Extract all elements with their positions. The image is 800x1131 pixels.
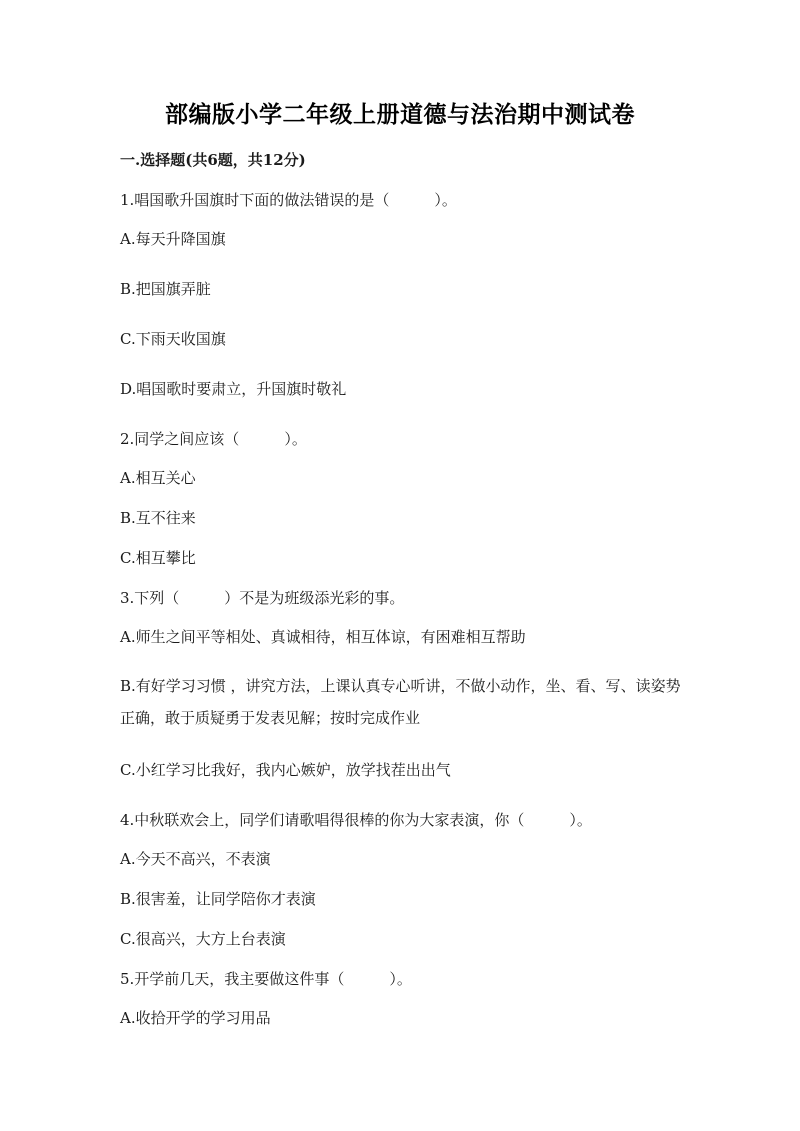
section-heading: 一.选择题(共6题，共12分)	[120, 151, 306, 169]
question-1-option-b: B.把国旗弄脏	[120, 280, 211, 298]
question-4-stem: 4.中秋联欢会上，同学们请歌唱得很棒的你为大家表演，你（ ）。	[120, 811, 592, 829]
question-2-option-c: C.相互攀比	[120, 549, 196, 567]
question-4-option-c: C.很高兴，大方上台表演	[120, 930, 286, 948]
question-1-option-a: A.每天升降国旗	[120, 230, 226, 248]
question-4-option-a: A.今天不高兴，不表演	[120, 850, 271, 868]
question-1-stem: 1.唱国歌升国旗时下面的做法错误的是（ ）。	[120, 191, 457, 209]
question-1-option-d: D.唱国歌时要肃立，升国旗时敬礼	[120, 380, 347, 398]
question-3-option-c: C.小红学习比我好，我内心嫉妒，放学找茬出出气	[120, 761, 451, 779]
question-3-stem: 3.下列（ ）不是为班级添光彩的事。	[120, 589, 405, 607]
question-3-option-b: B.有好学习习惯 ，讲究方法，上课认真专心听讲，不做小动作，坐、看、写、读姿势正确，敢于质疑勇于发表见解；按时完成作业	[120, 677, 681, 727]
question-2-stem: 2.同学之间应该（ ）。	[120, 430, 307, 448]
question-2-option-a: A.相互关心	[120, 469, 196, 487]
page-title: 部编版小学二年级上册道德与法治期中测试卷	[165, 101, 635, 128]
question-3-option-a: A.师生之间平等相处、真诚相待，相互体谅，有困难相互帮助	[120, 628, 526, 646]
question-5-option-a: A.收拾开学的学习用品	[120, 1009, 271, 1027]
question-4-option-b: B.很害羞，让同学陪你才表演	[120, 890, 316, 908]
question-2-option-b: B.互不往来	[120, 509, 196, 527]
question-5-stem: 5.开学前几天，我主要做这件事（ ）。	[120, 970, 412, 988]
question-1-option-c: C.下雨天收国旗	[120, 330, 226, 348]
